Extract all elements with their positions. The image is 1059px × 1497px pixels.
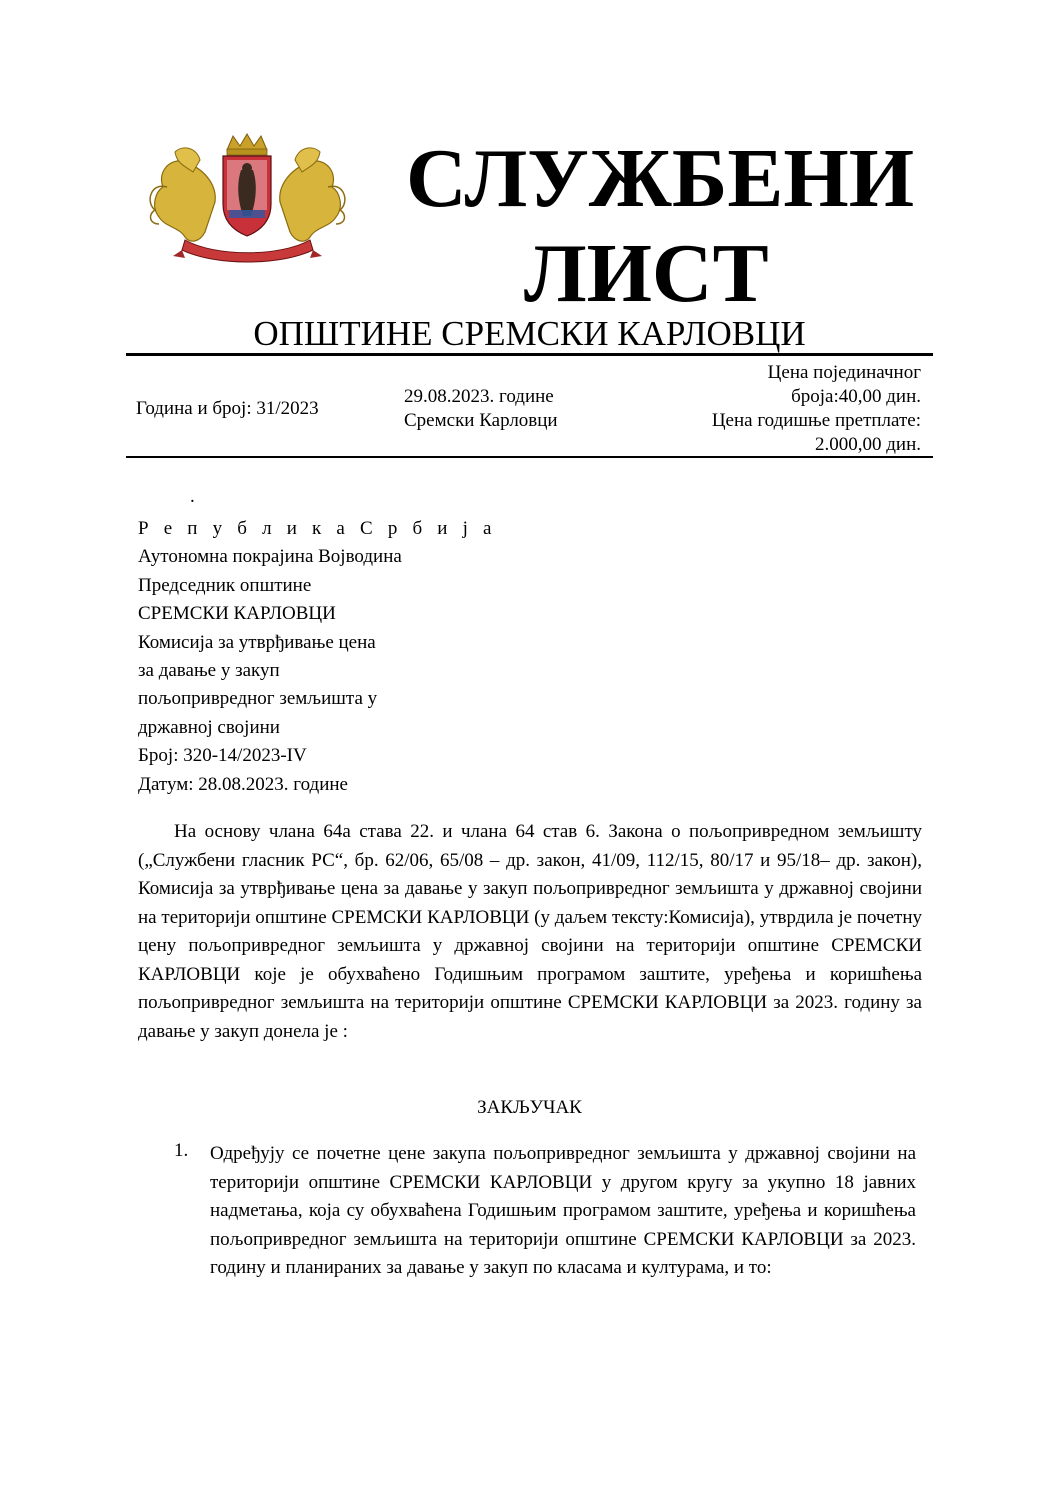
section-heading: ЗАКЉУЧАК <box>477 1097 582 1118</box>
issue-prices <box>712 361 921 457</box>
stray-dot: . <box>190 486 195 507</box>
issuer-line: пољопривредног земљишта у <box>138 688 378 710</box>
price-single-line2: броја:40,00 дин. <box>791 386 921 407</box>
list-item-text: Одређују се почетне цене закупа пољопривредног земљишта у државној својини на територији општине СРЕМСКИ КАРЛОВЦИ у другом кругу за укупно 18 јавних надметања, која су обухваћена Годишњим програмом заштите, уређења и коришћења пољопривредног земљишта на територији општине СРЕМСКИ КАРЛОВЦИ за 2023. годину и планираних за давање у закуп по класама и културама, и то: <box>210 1143 916 1278</box>
document-number: Број: 320-14/2023-IV <box>138 745 307 767</box>
issuer-block <box>138 515 497 799</box>
coat-of-arms-icon <box>145 132 350 267</box>
issuer-line: за давање у закуп <box>138 660 280 682</box>
masthead-title-line1: СЛУЖБЕНИ <box>406 132 915 225</box>
issue-year-number: Година и број: 31/2023 <box>136 398 319 419</box>
masthead-title-line2: ЛИСТ <box>524 227 769 320</box>
issue-date: 29.08.2023. године <box>404 386 554 407</box>
price-single-line1: Цена појединачног <box>767 362 921 383</box>
list-item-number: 1. <box>174 1140 189 1161</box>
document-date: Датум: 28.08.2023. године <box>138 773 348 795</box>
price-annual-line2: 2.000,00 дин. <box>814 434 921 455</box>
issuer-line: Аутономна покрајина Војводина <box>138 546 402 568</box>
issuer-line: Комисија за утврђивање цена <box>138 631 376 653</box>
masthead-subtitle: ОПШТИНЕ СРЕМСКИ КАРЛОВЦИ <box>253 314 806 353</box>
issuer-line: СРЕМСКИ КАРЛОВЦИ <box>138 603 336 625</box>
body-paragraph: На основу члана 64а става 22. и члана 64 став 6. Закона о пољопривредном земљишту („Службени гласник РС“, бр. 62/06, 65/08 – др. закон, 41/09, 112/15, 80/17 и 95/18– др. закон), Комисија за утврђивање цена за давање у закуп пољопривредног земљишта у државној својини на територији општине СРЕМСКИ КАРЛОВЦИ (у даљем тексту:Комисија), утврдила је почетну цену пољопривредног земљишта у државној својини на територији општине СРЕМСКИ КАРЛОВЦИ које је обухваћено Годишњим програмом заштите, уређења и коришћења пољопривредног земљишта на територији општине СРЕМСКИ КАРЛОВЦИ за 2023. годину за давање у закуп донела је : <box>138 821 922 1042</box>
price-annual-line1: Цена годишње претплате: <box>711 410 921 431</box>
issuer-line: државној својини <box>138 716 280 738</box>
issue-date-place <box>404 385 558 433</box>
issuer-line: Р е п у б л и к а С р б и ј а <box>138 518 497 539</box>
header-rule-top <box>126 353 933 356</box>
issuer-line: Председник општине <box>138 574 312 596</box>
header-rule-bottom <box>126 456 933 458</box>
issue-place: Сремски Карловци <box>404 410 558 431</box>
